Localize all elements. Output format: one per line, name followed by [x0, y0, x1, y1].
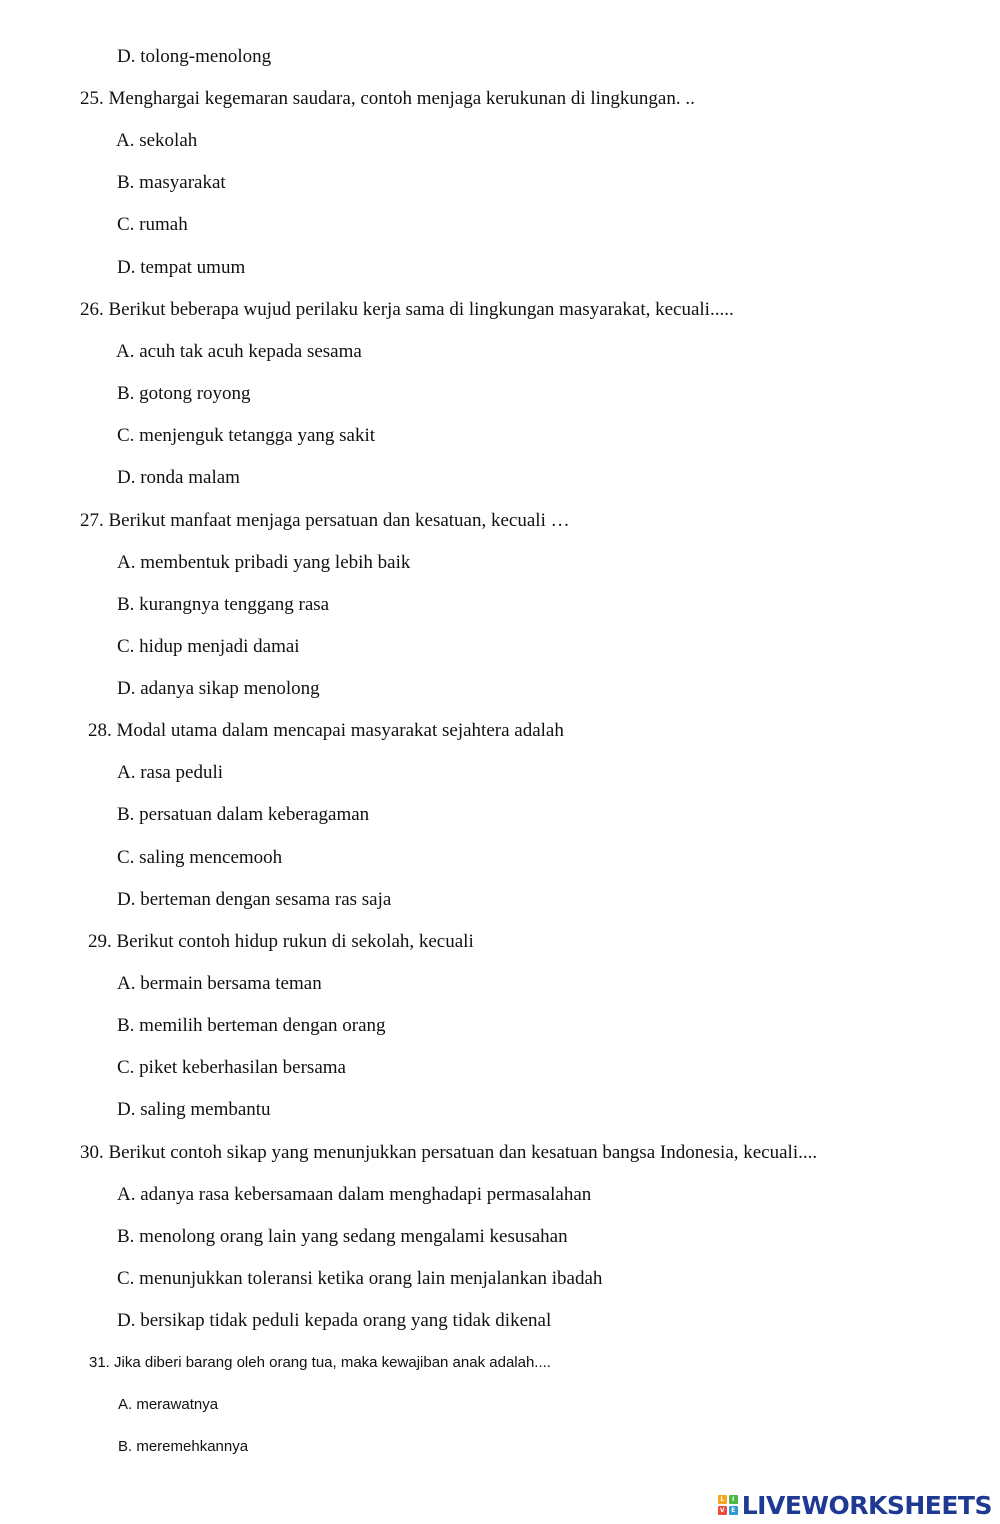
q29-option-b: B. memilih berteman dengan orang	[117, 1015, 386, 1036]
q29-option-a: A. bermain bersama teman	[117, 973, 322, 994]
q28-question: 28. Modal utama dalam mencapai masyarakat sejahtera adalah	[88, 720, 564, 741]
q28-option-c: C. saling mencemooh	[117, 847, 283, 868]
logo-tile-v: V	[718, 1506, 727, 1515]
logo-tile-i: I	[729, 1495, 738, 1504]
q24-option-d: D. tolong-menolong	[117, 46, 272, 67]
q27-option-c: C. hidup menjadi damai	[117, 636, 300, 657]
q27-option-d: D. adanya sikap menolong	[117, 678, 320, 699]
q25-option-b: B. masyarakat	[117, 172, 226, 193]
q28-option-d: D. berteman dengan sesama ras saja	[117, 889, 392, 910]
liveworksheets-logo-text: LIVEWORKSHEETS	[741, 1490, 992, 1520]
q29-question: 29. Berikut contoh hidup rukun di sekolah, kecuali	[88, 931, 474, 952]
q30-option-a: A. adanya rasa kebersamaan dalam menghadapi permasalahan	[117, 1184, 592, 1205]
q30-option-c: C. menunjukkan toleransi ketika orang lain menjalankan ibadah	[117, 1268, 603, 1289]
liveworksheets-logo-icon	[718, 1495, 738, 1515]
q26-option-c: C. menjenguk tetangga yang sakit	[117, 425, 376, 446]
q25-question: 25. Menghargai kegemaran saudara, contoh menjaga kerukunan di lingkungan. ..	[80, 88, 695, 109]
q28-option-b: B. persatuan dalam keberagaman	[117, 804, 370, 825]
q25-option-a: A. sekolah	[116, 130, 198, 151]
q27-question: 27. Berikut manfaat menjaga persatuan dan kesatuan, kecuali …	[80, 510, 570, 531]
q26-option-d: D. ronda malam	[117, 467, 240, 488]
q31-option-a: A. merawatnya	[118, 1396, 219, 1413]
q31-question: 31. Jika diberi barang oleh orang tua, maka kewajiban anak adalah....	[89, 1354, 551, 1371]
logo-tile-e: E	[729, 1506, 738, 1515]
q25-option-c: C. rumah	[117, 214, 188, 235]
q31-option-b: B. meremehkannya	[118, 1438, 249, 1455]
q30-question: 30. Berikut contoh sikap yang menunjukkan persatuan dan kesatuan bangsa Indonesia, kecuali....	[80, 1142, 818, 1163]
q29-option-c: C. piket keberhasilan bersama	[117, 1057, 346, 1078]
q26-question: 26. Berikut beberapa wujud perilaku kerja sama di lingkungan masyarakat, kecuali.....	[80, 299, 734, 320]
q30-option-b: B. menolong orang lain yang sedang mengalami kesusahan	[117, 1226, 568, 1247]
q28-option-a: A. rasa peduli	[117, 762, 224, 783]
q29-option-d: D. saling membantu	[117, 1099, 271, 1120]
q27-option-b: B. kurangnya tenggang rasa	[117, 594, 330, 615]
q25-option-d: D. tempat umum	[117, 257, 246, 278]
q30-option-d: D. bersikap tidak peduli kepada orang yang tidak dikenal	[117, 1310, 552, 1331]
q26-option-b: B. gotong royong	[117, 383, 251, 404]
q26-option-a: A. acuh tak acuh kepada sesama	[116, 341, 362, 362]
liveworksheets-logo	[718, 1488, 992, 1522]
logo-tile-l: L	[718, 1495, 727, 1504]
q27-option-a: A. membentuk pribadi yang lebih baik	[117, 552, 411, 573]
